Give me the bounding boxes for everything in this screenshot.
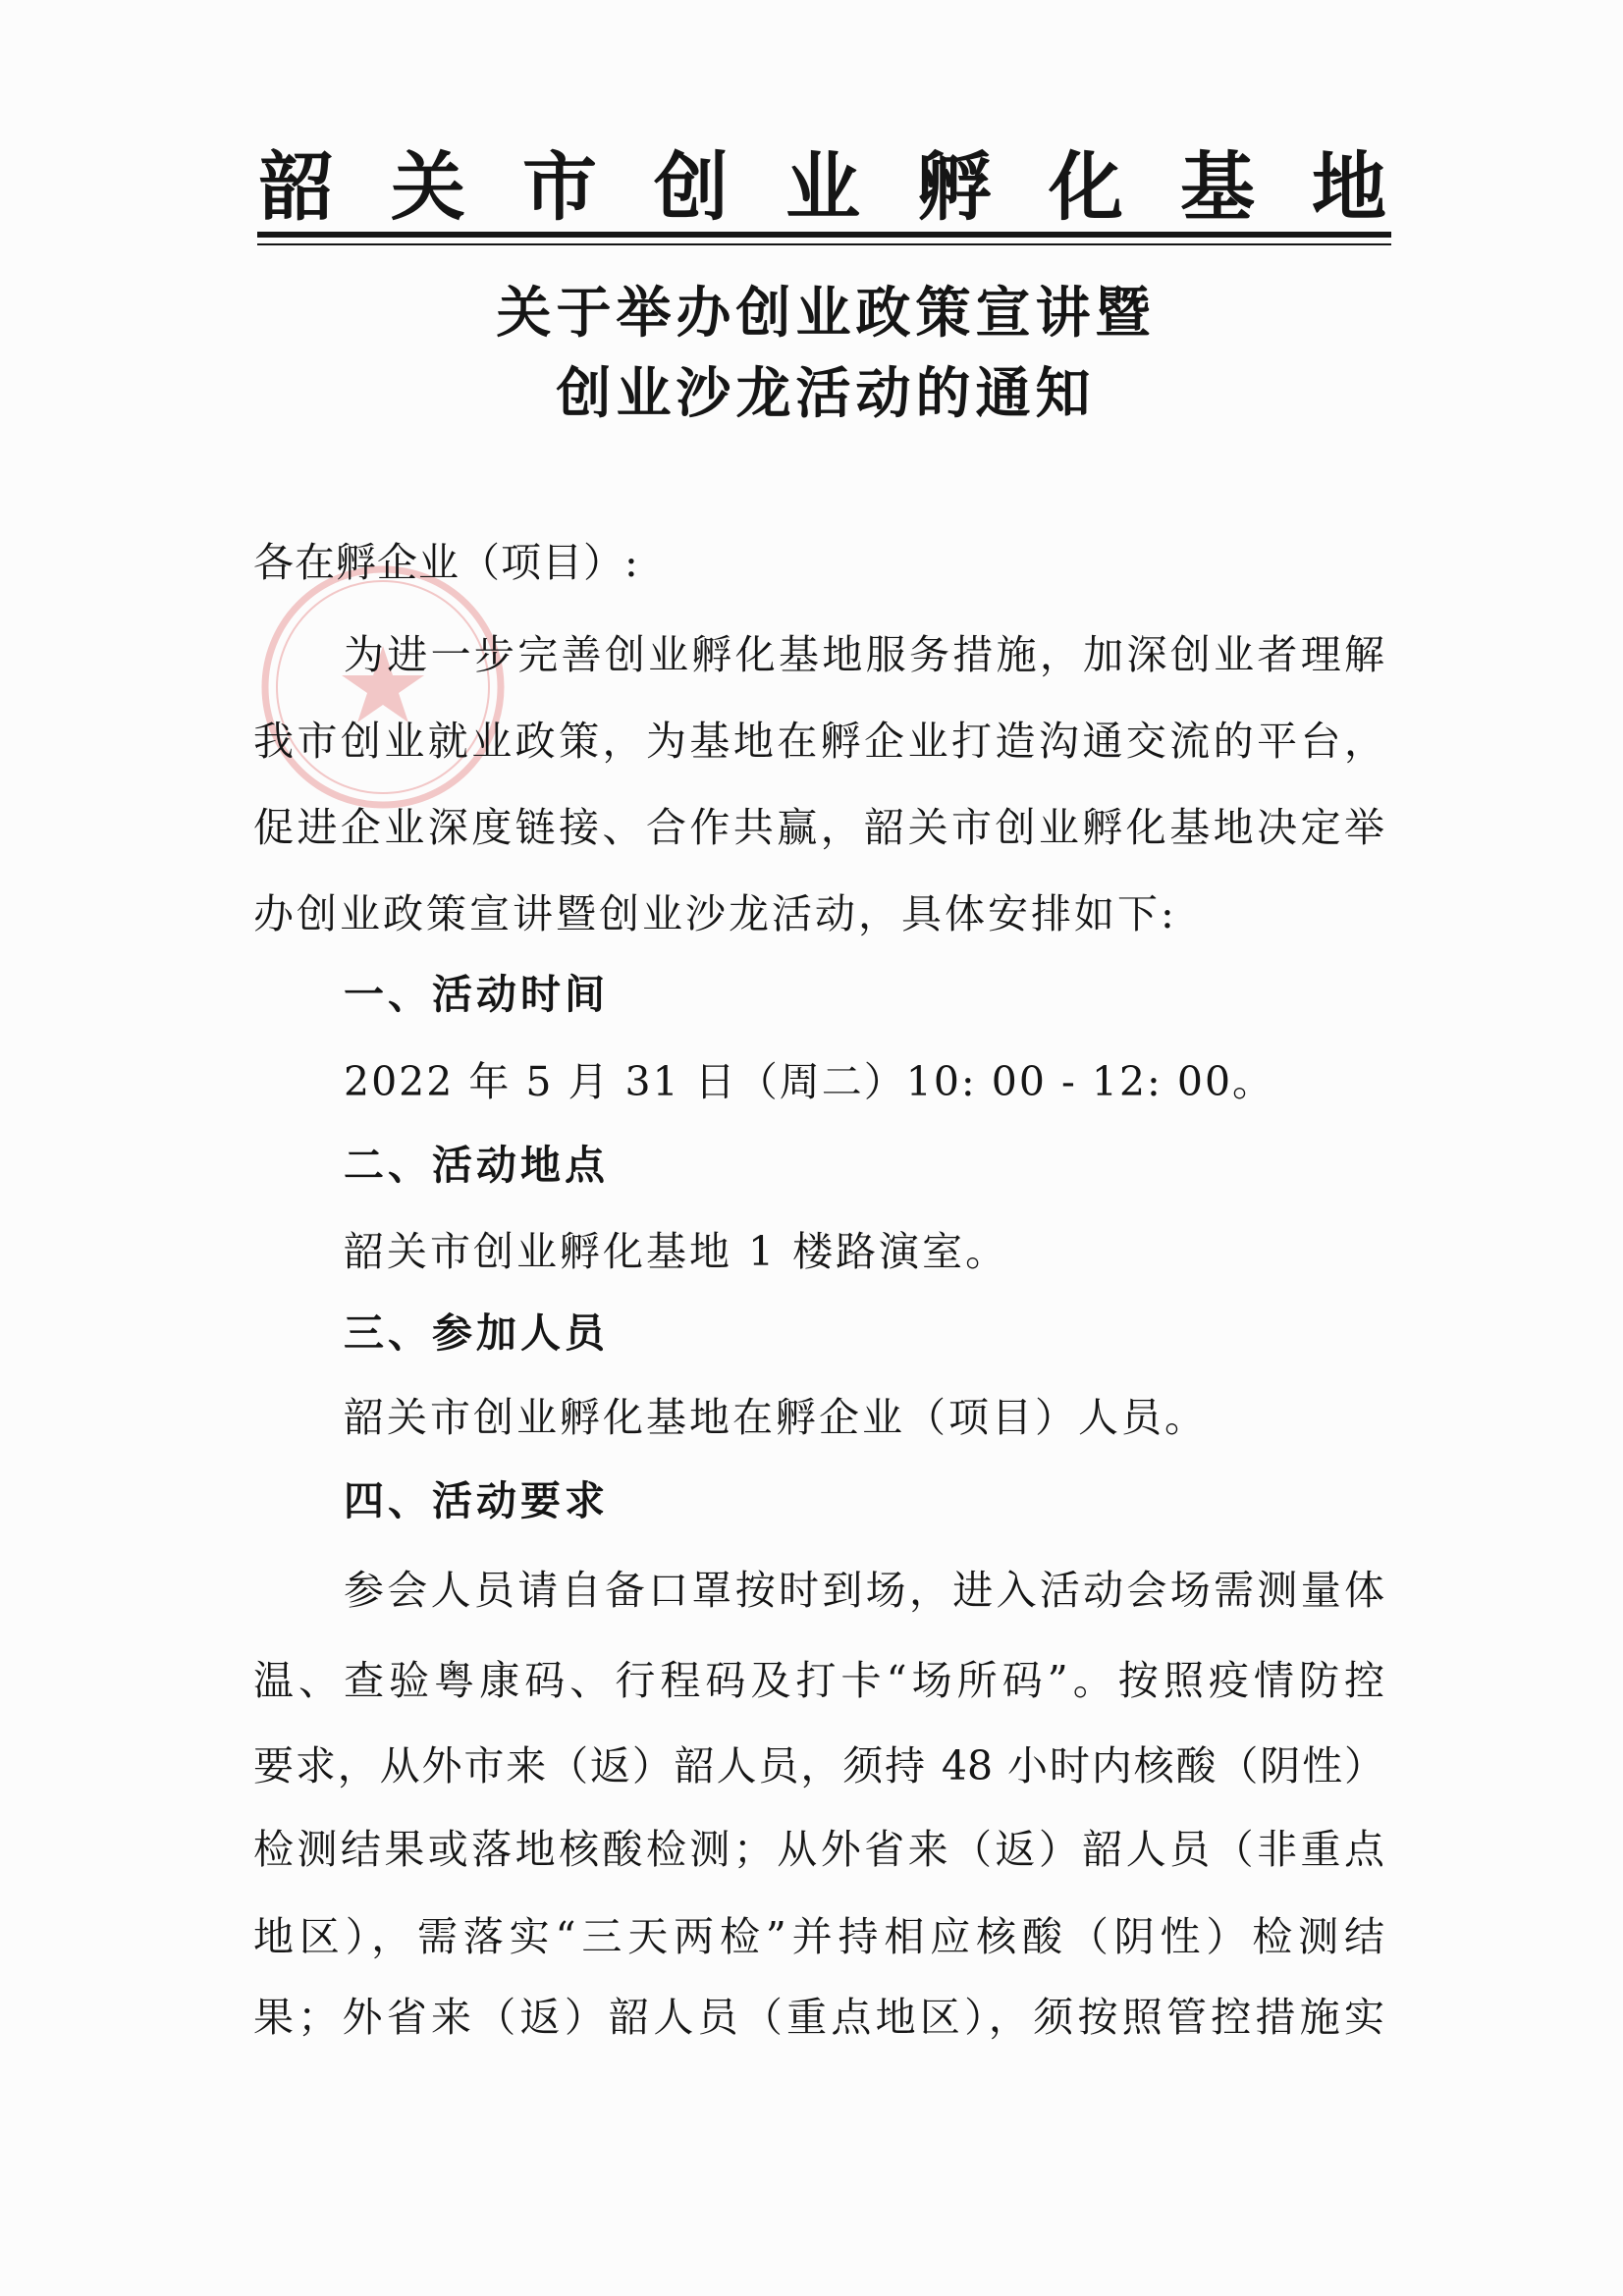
issuing-organization: 韶关市创业孵化基地 xyxy=(259,143,1443,231)
letterhead-rule-thick xyxy=(257,232,1391,238)
salutation: 各在孵企业（项目）: xyxy=(253,539,639,586)
intro-paragraph-line: 促进企业深度链接、合作共赢，韶关市创业孵化基地决定举 xyxy=(253,804,1384,851)
intro-paragraph-line: 我市创业就业政策，为基地在孵企业打造沟通交流的平台， xyxy=(253,718,1384,765)
section-text-line: 韶关市创业孵化基地 1 楼路演室。 xyxy=(344,1228,1009,1275)
official-seal-icon xyxy=(255,560,511,815)
section-text-line: 参会人员请自备口罩按时到场，进入活动会场需测量体 xyxy=(344,1567,1384,1614)
intro-paragraph-line: 办创业政策宣讲暨创业沙龙活动，具体安排如下: xyxy=(253,890,1177,937)
section-text-line: 韶关市创业孵化基地在孵企业（项目）人员。 xyxy=(344,1394,1208,1441)
section-text-line: 检测结果或落地核酸检测；从外省来（返）韶人员（非重点 xyxy=(253,1826,1384,1873)
letterhead-rule-thin xyxy=(257,243,1391,245)
section-heading-time: 一、活动时间 xyxy=(344,971,609,1018)
section-text-line: 2022 年 5 月 31 日（周二）10: 00 - 12: 00。 xyxy=(344,1058,1275,1105)
section-heading-participants: 三、参加人员 xyxy=(344,1309,609,1357)
section-text-line: 温、查验粤康码、行程码及打卡“场所码”。按照疫情防控 xyxy=(253,1657,1384,1704)
notice-title-line-2: 创业沙龙活动的通知 xyxy=(556,362,1096,426)
section-text-line: 地区），需落实“三天两检”并持相应核酸（阴性）检测结 xyxy=(253,1913,1384,1960)
section-heading-location: 二、活动地点 xyxy=(344,1142,609,1189)
notice-title-line-1: 关于举办创业政策宣讲暨 xyxy=(496,282,1156,346)
section-text-line: 果；外省来（返）韶人员（重点地区），须按照管控措施实 xyxy=(253,1994,1384,2041)
intro-paragraph-line: 为进一步完善创业孵化基地服务措施，加深创业者理解 xyxy=(344,631,1384,678)
section-text-line: 要求，从外市来（返）韶人员，须持 48 小时内核酸（阴性） xyxy=(253,1742,1384,1789)
section-heading-requirements: 四、活动要求 xyxy=(344,1477,609,1524)
